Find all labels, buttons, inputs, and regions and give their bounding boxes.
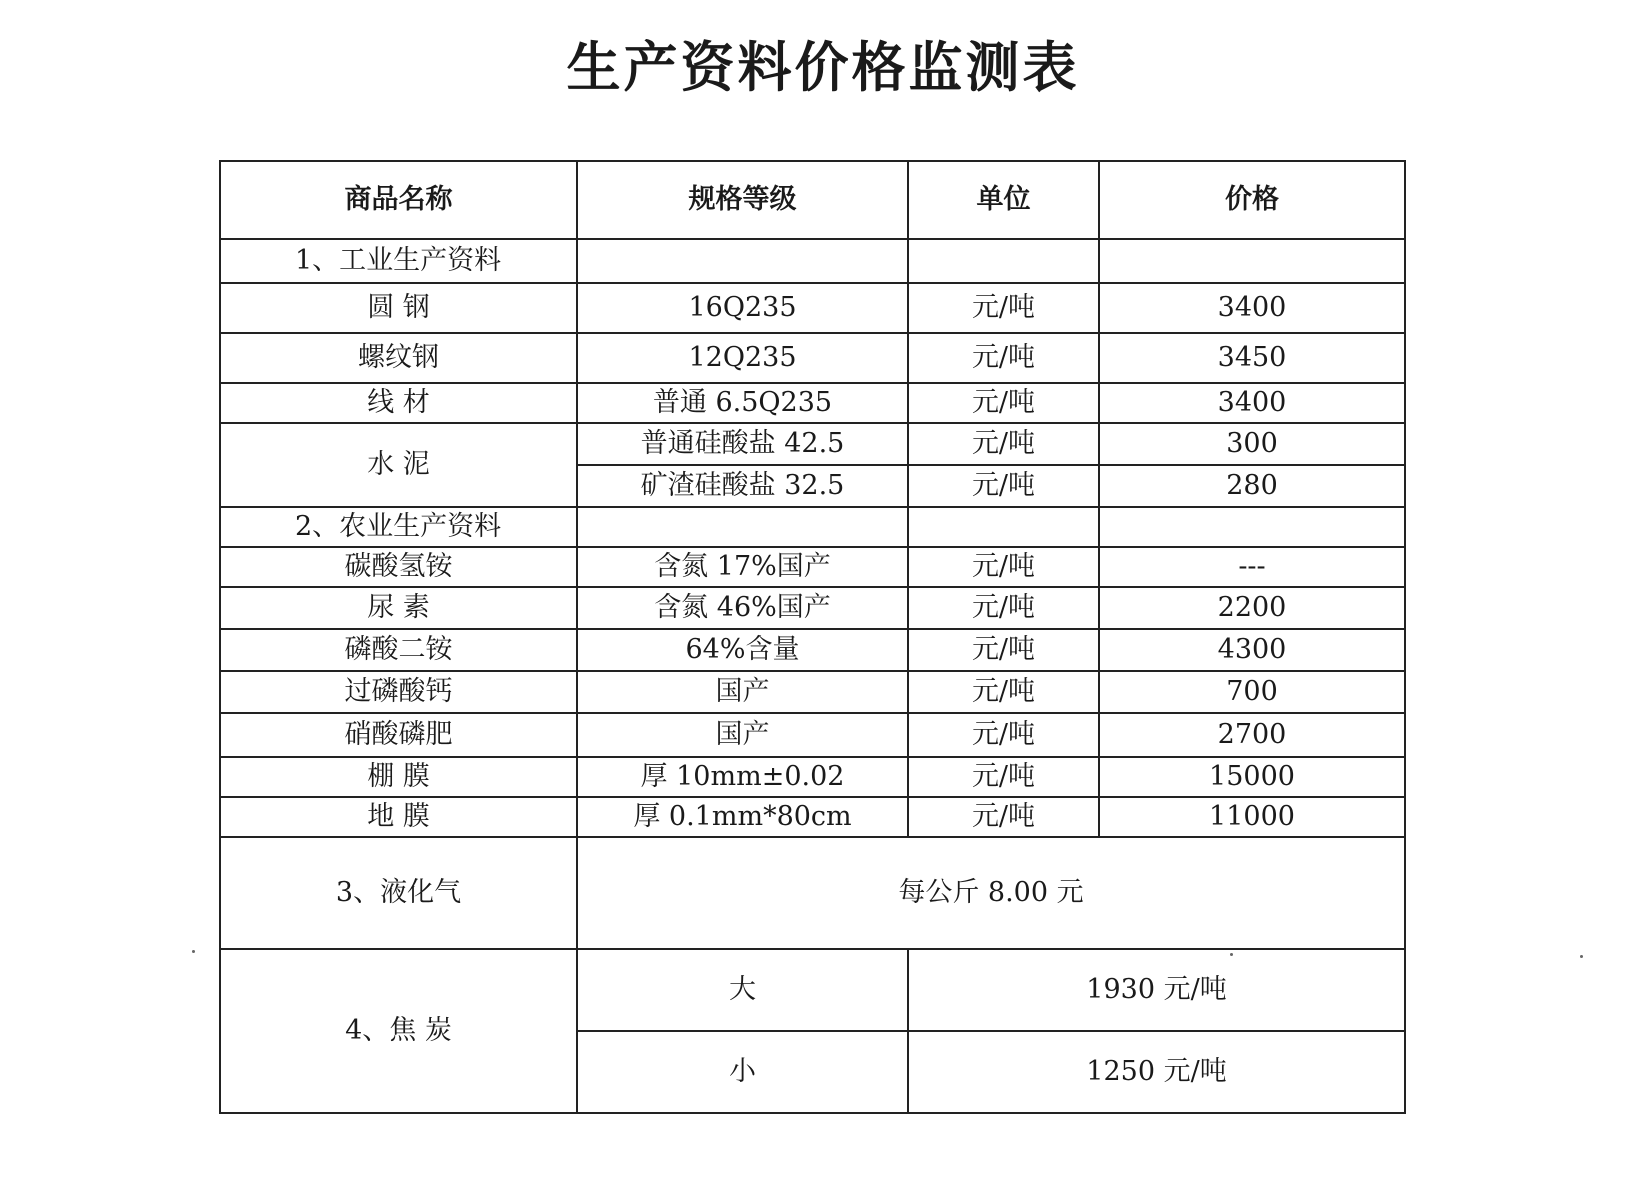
scan-speckle [1580,955,1583,958]
section-industrial: 1、工业生产资料 [220,239,577,283]
product-spec: 16Q235 [577,283,908,333]
header-row [220,161,1405,239]
product-unit: 元/吨 [908,423,1099,465]
coke-row [220,949,1405,1031]
table-row [220,383,1405,423]
product-price: 11000 [1099,797,1405,837]
lpg-row [220,837,1405,949]
price-table [219,160,1406,1114]
product-spec: 普通 6.5Q235 [577,383,908,423]
product-price: 3400 [1099,383,1405,423]
table-row [220,283,1405,333]
product-spec: 国产 [577,713,908,757]
empty-cell [1099,507,1405,547]
table-row [220,757,1405,797]
product-price: 700 [1099,671,1405,713]
product-unit: 元/吨 [908,587,1099,629]
product-price: 300 [1099,423,1405,465]
product-name: 地 膜 [220,797,577,837]
section-agricultural: 2、农业生产资料 [220,507,577,547]
scan-speckle [1230,953,1233,956]
product-price: 280 [1099,465,1405,507]
product-name: 线 材 [220,383,577,423]
header-unit: 单位 [908,161,1099,239]
product-unit: 元/吨 [908,547,1099,587]
header-price: 价格 [1099,161,1405,239]
product-price: 15000 [1099,757,1405,797]
section-row [220,239,1405,283]
lpg-value: 每公斤 8.00 元 [577,837,1405,949]
product-price: --- [1099,547,1405,587]
scan-speckle [192,950,195,953]
product-unit: 元/吨 [908,797,1099,837]
product-unit: 元/吨 [908,465,1099,507]
product-price: 2700 [1099,713,1405,757]
coke-price-large: 1930 元/吨 [908,949,1405,1031]
product-price: 3450 [1099,333,1405,383]
product-spec: 12Q235 [577,333,908,383]
product-price: 2200 [1099,587,1405,629]
product-name: 碳酸氢铵 [220,547,577,587]
page-title: 生产资料价格监测表 [566,36,1080,99]
product-name: 螺纹钢 [220,333,577,383]
product-spec: 国产 [577,671,908,713]
empty-cell [908,239,1099,283]
empty-cell [1099,239,1405,283]
coke-size-small: 小 [577,1031,908,1113]
header-spec-grade: 规格等级 [577,161,908,239]
product-spec: 普通硅酸盐 42.5 [577,423,908,465]
table-row [220,587,1405,629]
product-unit: 元/吨 [908,757,1099,797]
product-price: 4300 [1099,629,1405,671]
product-spec: 矿渣硅酸盐 32.5 [577,465,908,507]
coke-size-large: 大 [577,949,908,1031]
table-row [220,713,1405,757]
empty-cell [577,507,908,547]
coke-price-small: 1250 元/吨 [908,1031,1405,1113]
product-unit: 元/吨 [908,671,1099,713]
product-name: 硝酸磷肥 [220,713,577,757]
product-price: 3400 [1099,283,1405,333]
table-row [220,671,1405,713]
section-row [220,507,1405,547]
coke-name: 4、焦 炭 [220,949,577,1113]
product-spec: 含氮 17%国产 [577,547,908,587]
empty-cell [577,239,908,283]
table-row [220,333,1405,383]
header-product-name: 商品名称 [220,161,577,239]
product-name: 尿 素 [220,587,577,629]
product-name: 棚 膜 [220,757,577,797]
product-unit: 元/吨 [908,333,1099,383]
empty-cell [908,507,1099,547]
product-spec: 厚 0.1mm*80cm [577,797,908,837]
product-spec: 厚 10mm±0.02 [577,757,908,797]
table-row [220,797,1405,837]
product-unit: 元/吨 [908,283,1099,333]
table-row [220,547,1405,587]
product-name: 磷酸二铵 [220,629,577,671]
product-spec: 含氮 46%国产 [577,587,908,629]
product-spec: 64%含量 [577,629,908,671]
product-unit: 元/吨 [908,383,1099,423]
product-name-cement: 水 泥 [220,423,577,507]
product-name: 过磷酸钙 [220,671,577,713]
product-name: 圆 钢 [220,283,577,333]
product-unit: 元/吨 [908,713,1099,757]
product-unit: 元/吨 [908,629,1099,671]
lpg-name: 3、液化气 [220,837,577,949]
table-row [220,423,1405,465]
table-row [220,629,1405,671]
